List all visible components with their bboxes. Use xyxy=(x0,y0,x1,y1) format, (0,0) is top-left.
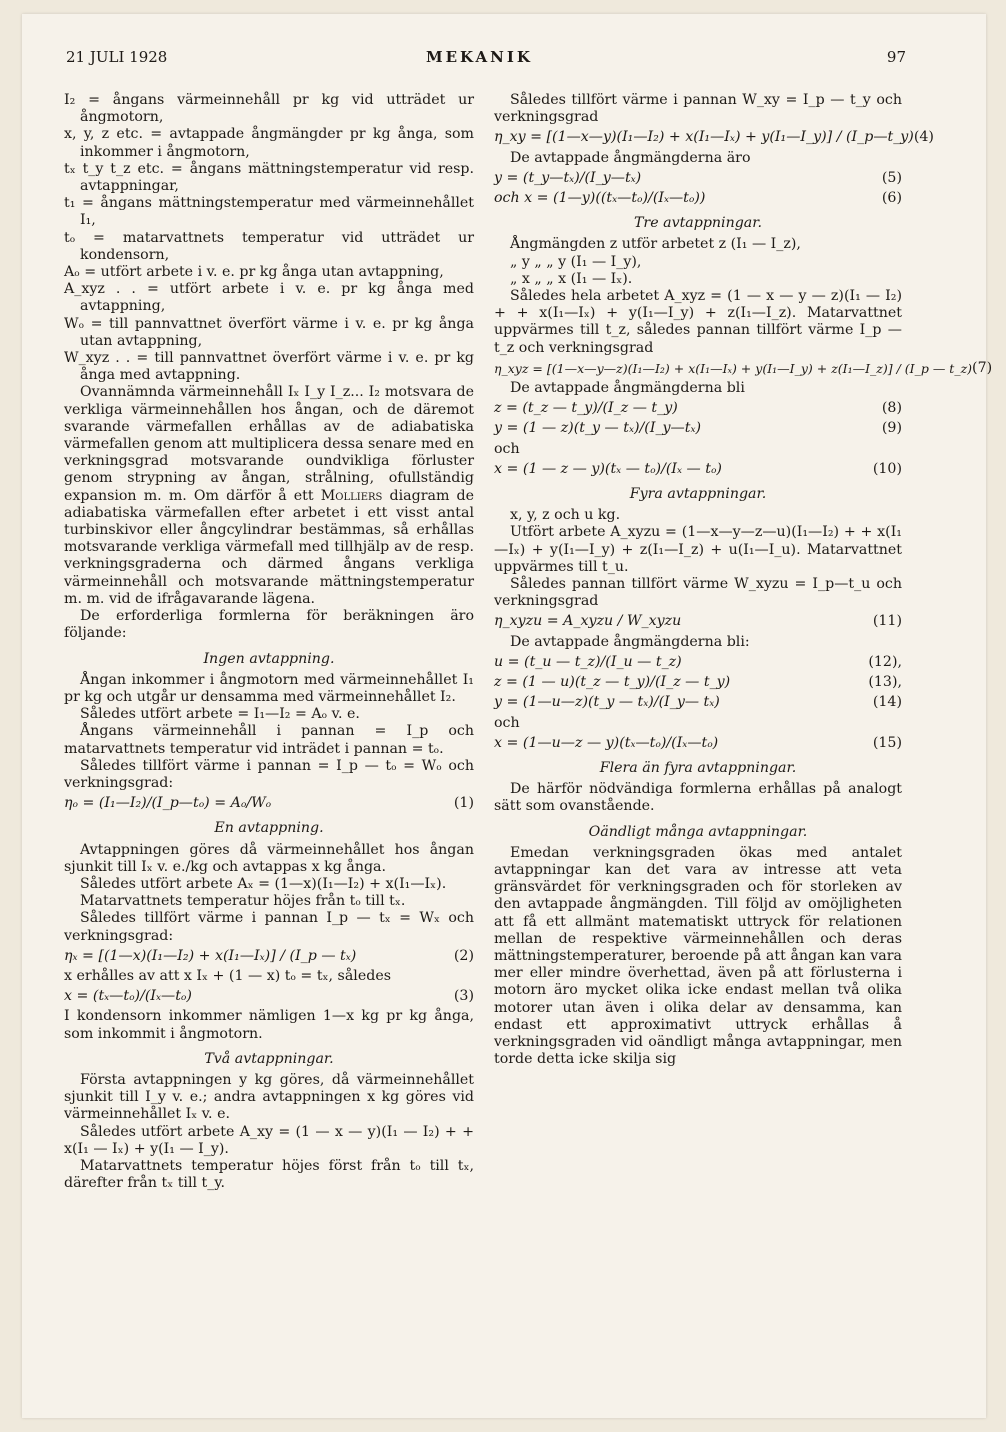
equation-number: (3) xyxy=(453,988,474,1005)
equation xyxy=(494,420,902,437)
paragraph: De härför nödvändiga formlerna erhållas på analogt sätt som ovanstående. xyxy=(494,781,902,815)
equation-body: η_xy = [(1—x—y)(I₁—I₂) + x(I₁—Iₓ) + y(I₁—I_y)] / (I_p—t_y) xyxy=(494,129,914,146)
section-heading: Flera än fyra avtappningar. xyxy=(599,759,797,776)
equation xyxy=(64,988,474,1005)
section-heading: Fyra avtappningar. xyxy=(629,486,767,503)
paragraph: Matarvattnets temperatur höjes från tₒ till tₓ. xyxy=(80,893,406,910)
paragraph: Således tillfört värme i pannan W_xy = I_p — t_y och verkningsgrad xyxy=(494,92,902,126)
equation-number: (4) xyxy=(913,129,934,146)
equation xyxy=(494,674,902,691)
definition: t₁ = ångans mättningstemperatur med värmeinnehållet I₁, xyxy=(64,195,474,229)
equation xyxy=(494,654,902,671)
paragraph: Ångans värmeinnehåll i pannan = I_p och matarvattnets temperatur vid inträdet i pannan = tₒ. xyxy=(64,723,474,757)
paragraph: Ångan inkommer i ångmotorn med värmeinnehållet I₁ pr kg och utgår ur densamma med värmeinnehållet I₂. xyxy=(64,671,474,705)
definition: Wₒ = till pannvattnet överfört värme i v. e. pr kg ånga utan avtappning, xyxy=(64,315,474,349)
equation-body: y = (t_y—tₓ)/(I_y—tₓ) xyxy=(494,169,642,186)
paragraph: „ y „ „ y (I₁ — I_y), xyxy=(510,253,642,270)
paragraph: och xyxy=(494,714,520,731)
equation-body: z = (1 — u)(t_z — t_y)/(I_z — t_y) xyxy=(494,674,731,691)
equation xyxy=(64,948,474,965)
paragraph: De erforderliga formlerna för beräkningen äro följande: xyxy=(64,608,474,642)
page-number: 97 xyxy=(886,48,906,66)
equation-number: (14) xyxy=(872,694,902,711)
equation-body: y = (1 — z)(t_y — tₓ)/(I_y—tₓ) xyxy=(494,420,702,437)
equation-body: x = (1—u—z — y)(tₓ—tₒ)/(Iₓ—tₒ) xyxy=(494,734,719,751)
equation xyxy=(494,461,902,478)
paragraph: Således hela arbetet A_xyz = (1 — x — y — z)(I₁ — I₂) + + x(I₁—Iₓ) + y(I₁—I_y) + z(I₁—I_z). Matarvattnet uppvärmes till t_z, således pannan tillfört värme I_p — t_z och verkningsgrad xyxy=(494,288,902,356)
equation-number: (9) xyxy=(881,420,902,437)
left-column xyxy=(64,92,474,1192)
page-header xyxy=(66,48,906,72)
section-heading: Oändligt många avtappningar. xyxy=(588,823,808,840)
equation-number: (10) xyxy=(872,460,902,477)
equation-number: (15) xyxy=(872,734,902,751)
equation-number: (8) xyxy=(881,400,902,417)
equation xyxy=(494,170,902,187)
definition: x, y, z etc. = avtappade ångmängder pr kg ånga, som inkommer i ångmotorn, xyxy=(64,126,474,160)
equation xyxy=(494,694,902,711)
equation xyxy=(64,795,474,812)
text-run: diagram de adiabatiska värmefallen efter arbetet i ett visst antal turbinskivor eller ångcylindrar bestämmas, så erhållas motsvarande verkliga värmefall med tillhjälp av de resp. verkningsgraderna och därmed ångans verkliga värmeinnehåll och motsvarande mättningstemperatur m. m. vid de ifrågavarande lägena. xyxy=(64,487,475,607)
equation xyxy=(494,400,902,417)
paragraph: Emedan verkningsgraden ökas med antalet avtappningar kan det vara av intresse att veta gränsvärdet för verkningsgraden och för storleken av den avtappade ångmängden. Till följd av omöjligheten att få ett allmänt matematiskt uttryck för relationen mellan de respektive värmeinnehållen och deras mättningstemperaturer, beroende på att ångan kan vara mer eller mindre överhettad, även på att förlusterna i motorn äro mycket olika icke endast mellan två olika motorer utan även i olika delar av densamma, kan endast ett approximativt uttryck erhållas å verkningsgraden vid oändligt många avtappningar, men torde detta icke skilja sig xyxy=(494,844,902,1068)
paragraph: Således utfört arbete Aₓ = (1—x)(I₁—I₂) + x(I₁—Iₓ). xyxy=(80,875,447,892)
paragraph: I kondensorn inkommer nämligen 1—x kg pr kg ånga, som inkommit i ångmotorn. xyxy=(64,1008,474,1042)
paragraph: Avtappningen göres då värmeinnehållet hos ångan sjunkit till Iₓ v. e./kg och avtappas x kg ånga. xyxy=(64,841,474,875)
equation-number: (12), xyxy=(868,653,902,670)
paragraph: Således pannan tillfört värme W_xyzu = I_p—t_u och verkningsgrad xyxy=(494,576,902,610)
paragraph: Således tillfört värme i pannan I_p — tₓ = Wₓ och verkningsgrad: xyxy=(64,910,474,944)
equation xyxy=(494,613,902,630)
equation-body: η_xyz = [(1—x—y—z)(I₁—I₂) + x(I₁—Iₓ) + y(I₁—I_y) + z(I₁—I_z)] / (I_p — t_z) xyxy=(494,360,973,376)
paragraph: Ångmängden z utför arbetet z (I₁ — I_z), xyxy=(510,236,801,253)
paragraph xyxy=(64,384,474,608)
right-column xyxy=(494,92,993,1068)
section-heading: Ingen avtappning. xyxy=(203,650,335,667)
paragraph: Således utfört arbete = I₁—I₂ = Aₒ v. e. xyxy=(80,706,360,723)
paragraph: De avtappade ångmängderna bli xyxy=(510,380,745,397)
equation xyxy=(494,129,934,146)
equation-body: y = (1—u—z)(t_y — tₓ)/(I_y— tₓ) xyxy=(494,694,720,711)
equation-body: η_xyzu = A_xyzu / W_xyzu xyxy=(494,613,682,630)
equation-number: (13), xyxy=(868,674,902,691)
equation-number: (6) xyxy=(881,190,902,207)
equation-body: x = (1 — z — y)(tₓ — tₒ)/(Iₓ — tₒ) xyxy=(494,460,722,477)
author-name: Molliers xyxy=(320,487,383,504)
issue-date: 21 JULI 1928 xyxy=(66,48,168,66)
definition: I₂ = ångans värmeinnehåll pr kg vid utträdet ur ångmotorn, xyxy=(64,92,474,126)
section-heading: Två avtappningar. xyxy=(204,1050,334,1067)
section-heading: En avtappning. xyxy=(214,820,324,837)
equation-number: (5) xyxy=(881,169,902,186)
paragraph: Första avtappningen y kg göres, då värmeinnehållet sjunkit till I_y v. e.; andra avtappningen x kg göres vid värmeinnehållet Iₓ v. e. xyxy=(64,1071,474,1123)
paragraph: Således utfört arbete A_xy = (1 — x — y)(I₁ — I₂) + + x(I₁ — Iₓ) + y(I₁ — I_y). xyxy=(64,1123,474,1157)
journal-title: MEKANIK xyxy=(426,48,533,66)
equation xyxy=(494,735,902,752)
paragraph: „ x „ „ x (I₁ — Iₓ). xyxy=(510,270,633,287)
paragraph: De avtappade ångmängderna äro xyxy=(510,149,751,166)
paragraph: x, y, z och u kg. xyxy=(510,507,621,524)
text-run: Ovannämnda värmeinnehåll Iₓ I_y I_z... I₂ motsvara de verkliga värmeinnehållen hos ångan, och de däremot svarande värmefallen erhållas av de adiabatiska värmefallen genom att multiplicera dessa senare med en verkningsgrad motsvarande oundvikliga förluster genom strypning av ångan, strålning, ofullständig expansion m. m. Om därför å ett xyxy=(64,384,474,504)
definition: A_xyz . . = utfört arbete i v. e. pr kg ånga med avtappning, xyxy=(64,281,474,315)
equation-body: ηₒ = (I₁—I₂)/(I_p—tₒ) = Aₒ/Wₒ xyxy=(64,795,272,812)
equation-body: x = (tₓ—tₒ)/(Iₓ—tₒ) xyxy=(64,988,192,1005)
equation xyxy=(494,359,993,377)
paragraph: Således tillfört värme i pannan = I_p — tₒ = Wₒ och verkningsgrad: xyxy=(64,757,474,791)
equation-number: (2) xyxy=(453,947,474,964)
equation-number: (7) xyxy=(972,359,993,376)
equation-body: ηₓ = [(1—x)(I₁—I₂) + x(I₁—Iₓ)] / (I_p — tₓ) xyxy=(64,947,357,964)
paragraph: och xyxy=(494,440,520,457)
equation-body: u = (t_u — t_z)/(I_u — t_z) xyxy=(494,653,682,670)
equation-body: z = (t_z — t_y)/(I_z — t_y) xyxy=(494,400,678,417)
equation-body: och x = (1—y)((tₓ—tₒ)/(Iₓ—tₒ)) xyxy=(494,190,706,207)
equation-number: (1) xyxy=(453,795,474,812)
paragraph: De avtappade ångmängderna bli: xyxy=(510,633,750,650)
definition: Aₒ = utfört arbete i v. e. pr kg ånga utan avtappning, xyxy=(64,264,444,281)
equation-number: (11) xyxy=(872,613,902,630)
paragraph: x erhålles av att x Iₓ + (1 — x) tₒ = tₓ, således xyxy=(64,967,391,984)
paragraph: Matarvattnets temperatur höjes först från tₒ till tₓ, därefter från tₓ till t_y. xyxy=(64,1157,474,1192)
paragraph: Utfört arbete A_xyzu = (1—x—y—z—u)(I₁—I₂) + + x(I₁—Iₓ) + y(I₁—I_y) + z(I₁—I_z) + u(I₁—I_u). Matarvattnet uppvärmes till t_u. xyxy=(494,524,902,575)
equation xyxy=(494,190,902,207)
definition: tₒ = matarvattnets temperatur vid utträdet ur kondensorn, xyxy=(64,229,474,263)
definition: W_xyz . . = till pannvattnet överfört värme i v. e. pr kg ånga med avtappning. xyxy=(64,350,474,384)
definition: tₓ t_y t_z etc. = ångans mättningstemperatur vid resp. avtappningar, xyxy=(64,160,474,195)
section-heading: Tre avtappningar. xyxy=(633,215,763,232)
